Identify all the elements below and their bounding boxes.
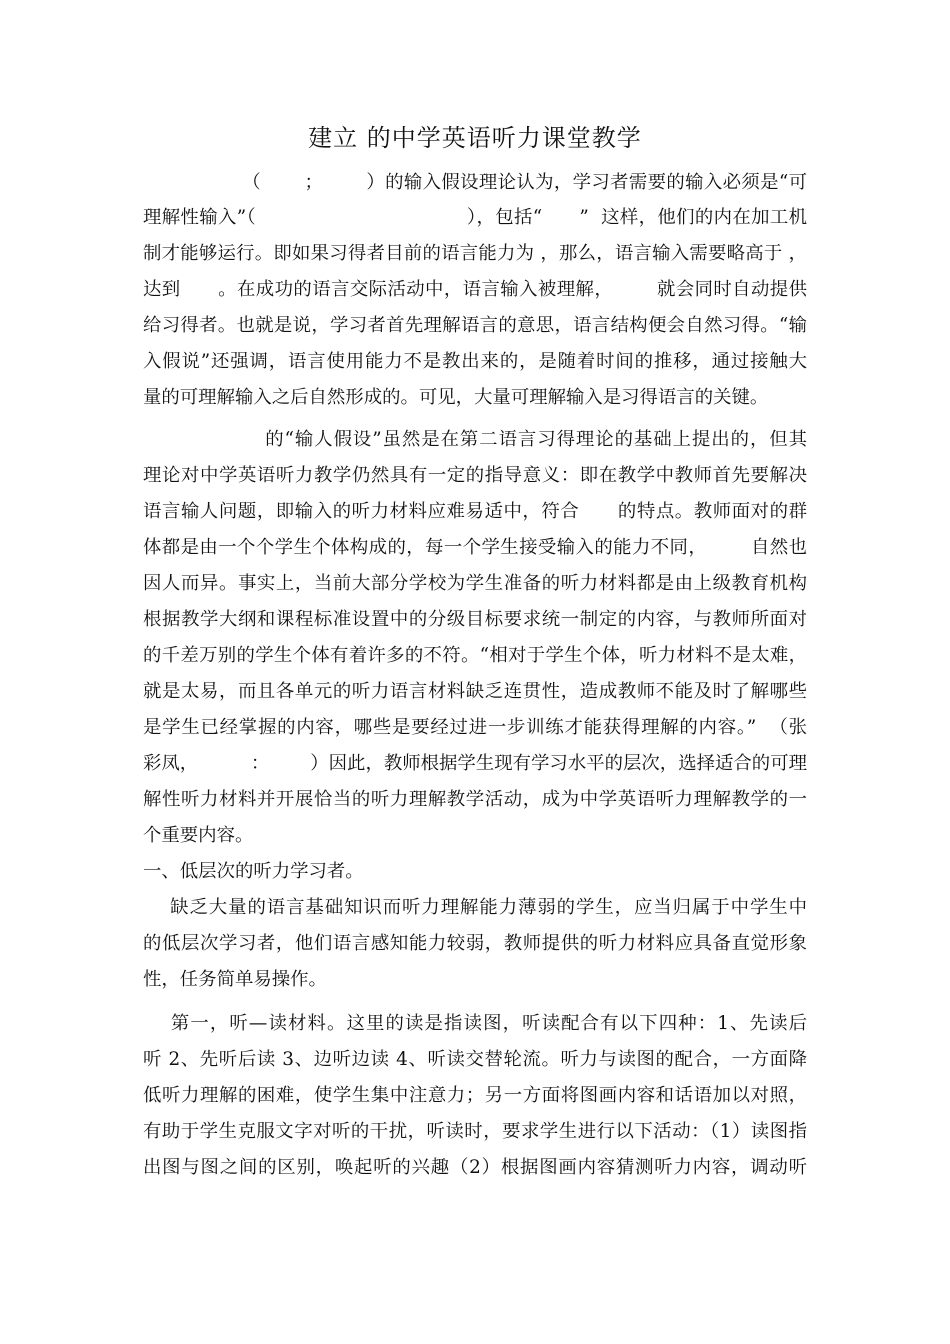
text-line: 个重要内容。 [143,825,254,846]
text-line: 第一，听—读材料。这里的读是指读图，听读配合有以下四种：1、先读后 [143,1013,807,1034]
text-line: 入假说”还强调，语言使用能力不是教出来的，是随着时间的推移，通过接触大 [143,351,807,372]
page-title: 建立 的中学英语听力课堂教学 [308,124,642,152]
text-line: 制才能够运行。即如果习得者目前的语言能力为 ，那么，语言输入需要略高于 ， [143,243,807,264]
section-heading: 一、低层次的听力学习者。 [143,861,364,882]
text-line: 就是太易，而且各单元的听力语言材料缺乏连贯性，造成教师不能及时了解哪些 [143,681,807,702]
text-line: 根据教学大纲和课程标准设置中的分级目标要求统一制定的内容，与教师所面对 [143,609,807,630]
text-line: 解性听力材料并开展恰当的听力理解教学活动，成为中学英语听力理解教学的一 [143,789,807,810]
text-line: 因人而异。事实上，当前大部分学校为学生准备的听力材料都是由上级教育机构 [143,573,807,594]
text-line: 有助于学生克服文字对听的干扰，听读时，要求学生进行以下活动：（1）读图指 [143,1121,807,1142]
text-line: 量的可理解输入之后自然形成的。可见，大量可理解输入是习得语言的关键。 [143,387,769,408]
text-line: 性，任务简单易操作。 [143,969,327,990]
text-line: 彩凤， ： ）因此，教师根据学生现有学习水平的层次，选择适合的可理 [143,753,807,774]
text-line: 给习得者。也就是说，学习者首先理解语言的意思，语言结构便会自然习得。“输 [143,315,807,336]
text-line: 低听力理解的困难，使学生集中注意力；另一方面将图画内容和话语加以对照， [143,1085,807,1106]
text-line: 的千差万别的学生个体有着许多的不符。“相对于学生个体，听力材料不是太难， [143,645,807,666]
text-line: 理论对中学英语听力教学仍然具有一定的指导意义：即在教学中教师首先要解决 [143,465,807,486]
text-line: 理解性输入”（ ），包括“ ” 这样，他们的内在加工机 [143,207,807,228]
text-line: 听 2、先听后读 3、边听边读 4、听读交替轮流。听力与读图的配合，一方面降 [143,1049,807,1070]
text-line: 达到 。在成功的语言交际活动中，语言输入被理解， 就会同时自动提供 [143,279,807,300]
text-line: （ ； ）的输入假设理论认为，学习者需要的输入必须是“可 [143,172,807,193]
text-line: 出图与图之间的区别，唤起听的兴趣（2）根据图画内容猜测听力内容，调动听 [143,1157,807,1178]
text-line: 缺乏大量的语言基础知识而听力理解能力薄弱的学生，应当归属于中学生中 [143,897,807,918]
text-line: 体都是由一个个学生个体构成的，每一个学生接受输入的能力不同， 自然也 [143,537,807,558]
text-line: 的低层次学习者，他们语言感知能力较弱，教师提供的听力材料应具备直觉形象 [143,933,807,954]
text-line: 语言输人问题，即输入的听力材料应难易适中，符合 的特点。教师面对的群 [143,501,807,522]
text-line: 的“输人假设”虽然是在第二语言习得理论的基础上提出的，但其 [143,429,807,450]
text-line: 是学生已经掌握的内容，哪些是要经过进一步训练才能获得理解的内容。” （张 [143,717,807,738]
